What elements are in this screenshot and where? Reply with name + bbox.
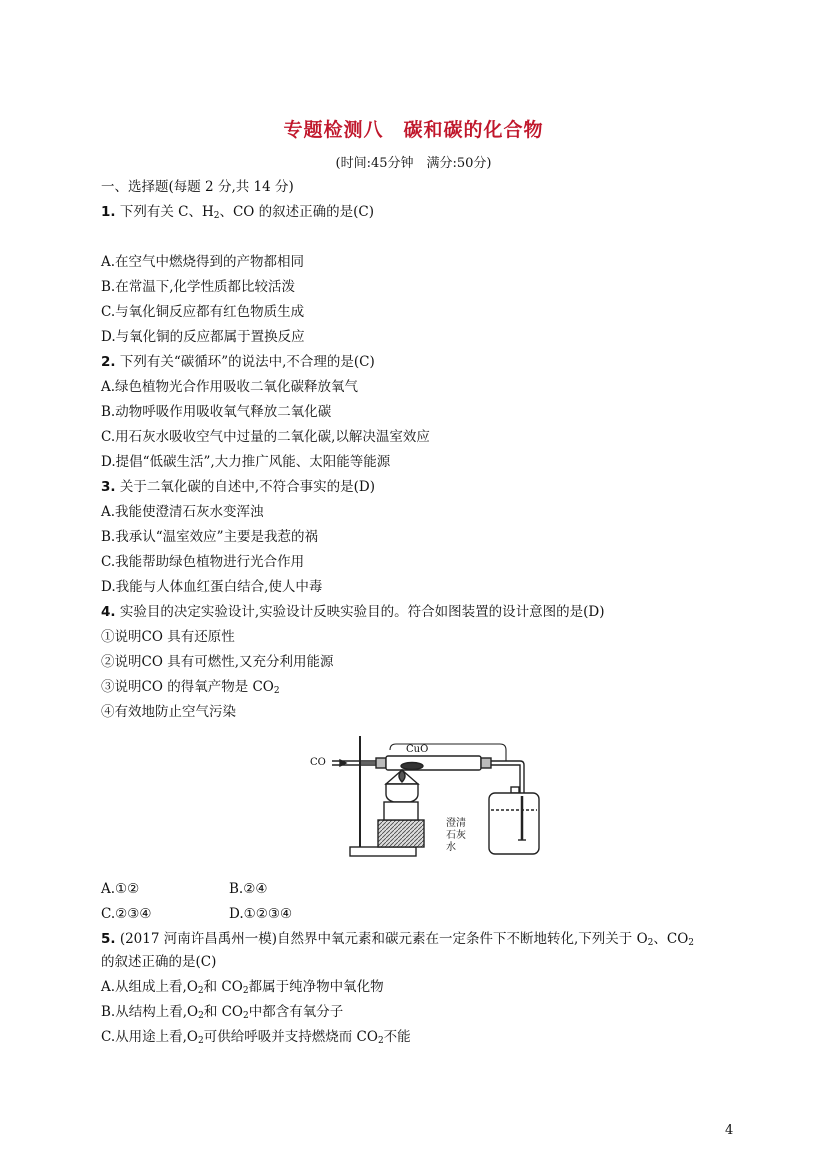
- question-3-option-c: C.我能帮助绿色植物进行光合作用: [101, 554, 305, 570]
- question-4-option-d: D.①②③④: [229, 906, 293, 922]
- question-number: 1.: [101, 204, 116, 220]
- bottle-neck: [511, 787, 519, 793]
- flame: [399, 770, 405, 782]
- question-3-stem: 3. 关于二氧化碳的自述中,不符合事实的是(D): [101, 479, 375, 495]
- support-block: [378, 820, 424, 847]
- stopper-left: [376, 758, 386, 768]
- stand-base: [350, 847, 416, 856]
- question-1-stem: 1. 下列有关 C、$H_2$、CO 的叙述正确的是(C): [101, 204, 375, 221]
- cuo-sample: [401, 763, 423, 770]
- question-4-stem: 4. 实验目的决定实验设计,实验设计反映实验目的。符合如图装置的设计意图的是(D): [101, 604, 605, 620]
- question-5-option-b: B.从结构上看$,O_2$和 $CO_2$中都含有氧分子: [101, 1004, 344, 1021]
- question-1-option-b: B.在常温下,化学性质都比较活泼: [101, 279, 296, 295]
- question-4-statement-1: ①说明CO 具有还原性: [101, 629, 235, 645]
- section-heading: 一、选择题(每题 2 分,共 14 分): [101, 179, 294, 195]
- question-4-statement-2: ②说明CO 具有可燃性,又充分利用能源: [101, 654, 334, 670]
- question-3-option-a: A.我能使澄清石灰水变浑浊: [101, 504, 264, 520]
- alcohol-lamp: [386, 784, 418, 802]
- question-number: 5.: [101, 931, 116, 947]
- question-4-statement-3: ③说明CO 的得氧产物是 $CO_2$: [101, 679, 280, 696]
- svg-text:石: 石: [446, 830, 456, 841]
- question-3-option-d: D.我能与人体血红蛋白结合,使人中毒: [101, 579, 323, 595]
- question-1-option-a: A.在空气中燃烧得到的产物都相同: [101, 254, 305, 270]
- exam-info: (时间:45分钟 满分:50分): [335, 156, 492, 171]
- question-2-option-d: D.提倡“低碳生活”,大力推广风能、太阳能等能源: [101, 454, 391, 470]
- page-number: 4: [725, 1123, 734, 1138]
- limewater-label-1: 澄: [446, 818, 456, 829]
- question-4-statement-4: ④有效地防止空气污染: [101, 704, 236, 720]
- question-4-option-c: C.②③④: [101, 906, 152, 922]
- question-5-option-c: C.从用途上看$,O_2$可供给呼吸并支持燃烧而 $CO_2$不能: [101, 1029, 411, 1046]
- question-number: 3.: [101, 479, 116, 495]
- svg-text:水: 水: [446, 842, 456, 853]
- cuo-label: CuO: [406, 744, 429, 755]
- question-number: 4.: [101, 604, 116, 620]
- question-3-option-b: B.我承认“温室效应”主要是我惹的祸: [101, 529, 319, 545]
- svg-text:清: 清: [456, 818, 466, 829]
- question-5-option-a: A.从组成上看$,O_2$和 $CO_2$都属于纯净物中氧化物: [101, 979, 384, 996]
- collection-bottle: [489, 793, 539, 854]
- question-4-option-a: A.①②: [101, 881, 140, 897]
- question-2-stem: 2. 下列有关“碳循环”的说法中,不合理的是(C): [101, 354, 375, 370]
- page-title: 专题检测八 碳和碳的化合物: [283, 119, 544, 141]
- co-reduction-apparatus-figure: [306, 730, 542, 865]
- question-2-option-a: A.绿色植物光合作用吸收二氧化碳释放氧气: [101, 379, 359, 395]
- question-5-stem: 5. (2017 河南许昌禹州一模)自然界中氧元素和碳元素在一定条件下不断地转化,下列关于 $O_2$、$CO_2$: [101, 931, 695, 948]
- stopper-right: [481, 758, 491, 768]
- question-2-option-b: B.动物呼吸作用吸收氧气释放二氧化碳: [101, 404, 332, 420]
- question-2-option-c: C.用石灰水吸收空气中过量的二氧化碳,以解决温室效应: [101, 429, 430, 445]
- co-label: CO: [310, 757, 326, 768]
- question-1-option-c: C.与氧化铜反应都有红色物质生成: [101, 304, 305, 320]
- glass-tube: [386, 756, 481, 770]
- svg-text:灰: 灰: [456, 830, 466, 841]
- question-number: 2.: [101, 354, 116, 370]
- question-5-stem-continued: 的叙述正确的是(C): [101, 954, 217, 970]
- question-1-option-d: D.与氧化铜的反应都属于置换反应: [101, 329, 305, 345]
- question-4-option-b: B.②④: [229, 881, 268, 897]
